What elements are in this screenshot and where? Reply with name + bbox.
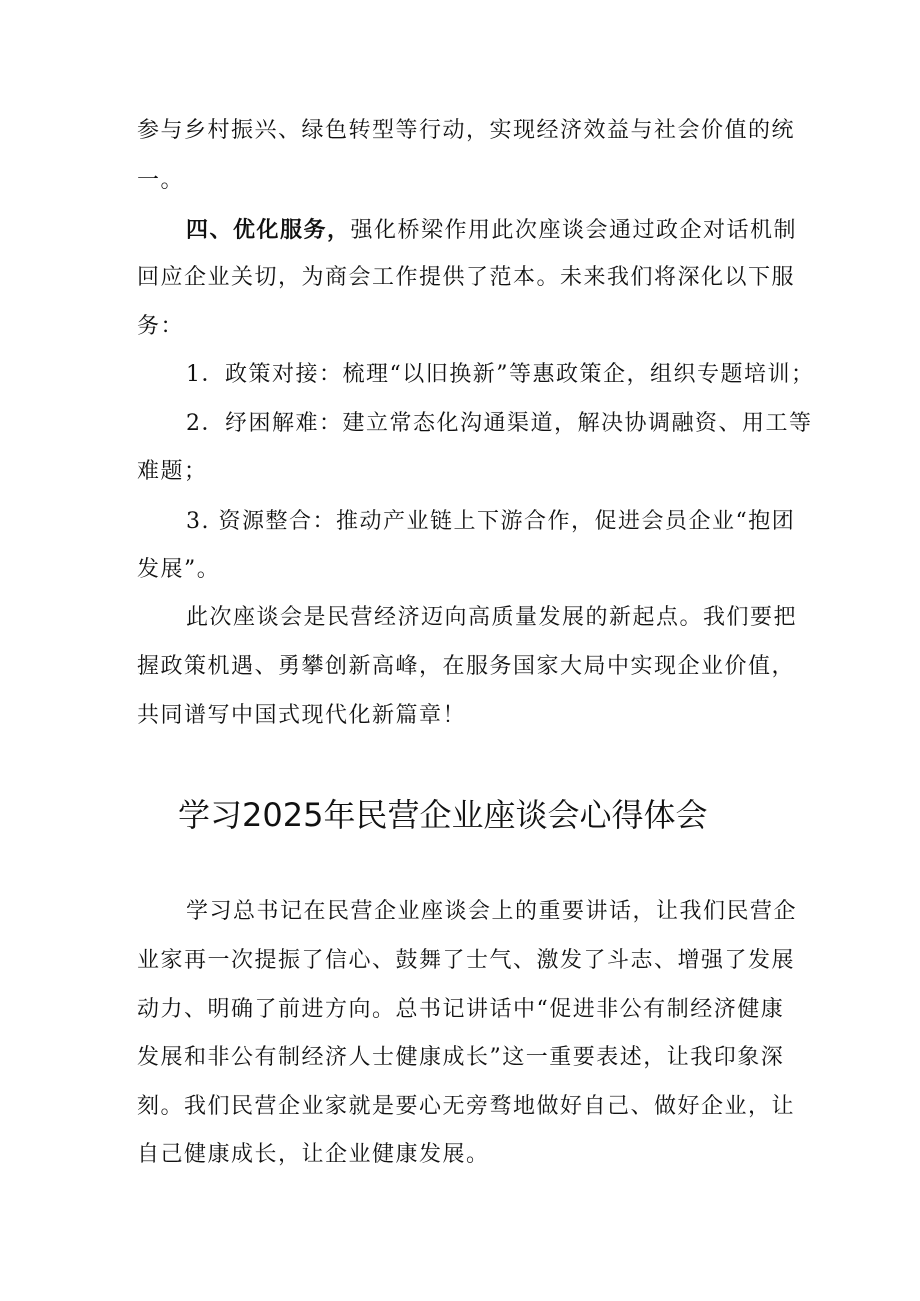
text-line: 刻。我们民营企业家就是要心无旁骛地做好自己、做好企业，让 [137,1094,796,1119]
text-line: 动力、明确了前进方向。总书记讲话中“促进非公有制经济健康 [137,997,785,1022]
text-line: 发展和非公有制经济人士健康成长”这一重要表述，让我印象深 [137,1045,785,1070]
text-line: 一。 [137,168,185,193]
text-line: 共同谱写中国式现代化新篇章！ [137,703,467,728]
service-item-2: 2．纾困解难：建立常态化沟通渠道，解决协调融资、用工等 [186,411,813,436]
text-line: 握政策机遇、勇攀创新高峰，在服务国家大局中实现企业价值， [137,654,796,679]
closing-paragraph: 此次座谈会是民营经济迈向高质量发展的新起点。我们要把 [186,605,798,630]
text-line: 回应企业关切，为商会工作提供了范本。未来我们将深化以下服 [137,265,796,290]
section-4-heading: 四、优化服务， [186,217,351,243]
text-line: 务： [137,314,185,339]
text-line: 业家再一次提振了信心、鼓舞了士气、激发了斗志、增强了发展 [137,948,796,973]
section-4-line [186,216,797,245]
service-item-3-cont: 发展”。 [137,557,221,582]
service-item-2-cont: 难题； [137,459,208,484]
section-4-text: 强化桥梁作用此次座谈会通过政企对话机制 [350,218,798,243]
service-item-1: 1．政策对接：梳理“以旧换新”等惠政策企，组织专题培训； [186,362,815,387]
article-paragraph: 学习总书记在民营企业座谈会上的重要讲话，让我们民营企 [186,899,798,924]
text-line: 自己健康成长，让企业健康发展。 [137,1142,490,1167]
article-title: 学习2025年民营企业座谈会心得体会 [178,796,708,834]
text-line: 参与乡村振兴、绿色转型等行动，实现经济效益与社会价值的统 [137,118,796,143]
service-item-3: 3. 资源整合：推动产业链上下游合作，促进会员企业“抱团 [186,509,796,534]
